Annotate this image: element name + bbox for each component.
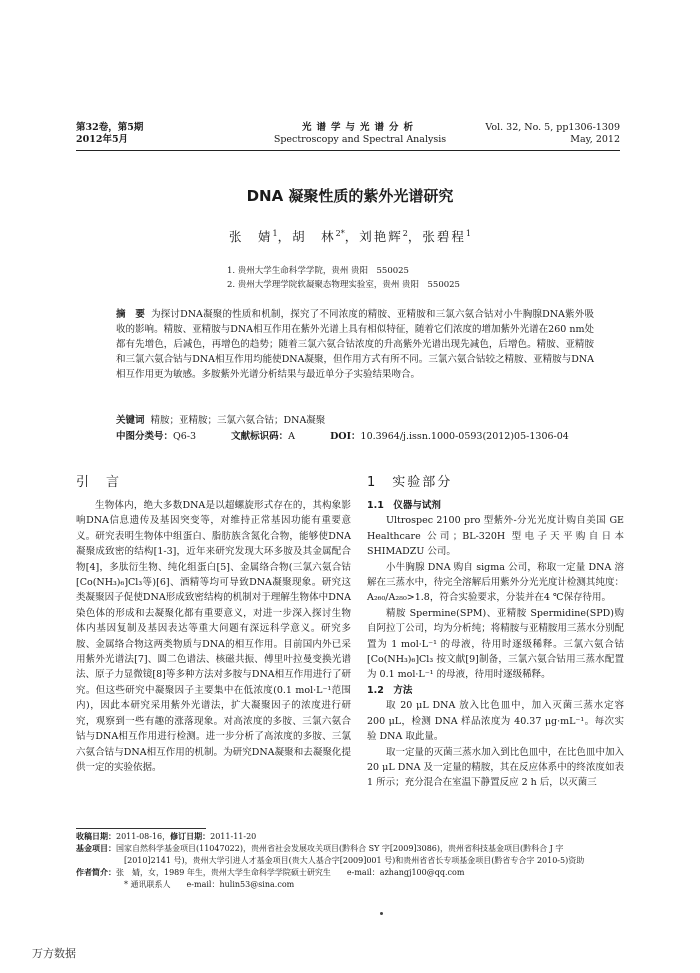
doi-label: DOI： <box>330 431 361 442</box>
abstract-text: 为探讨DNA凝聚的性质和机制，探究了不同浓度的精胺、亚精胺和三氯六氨合钴对小牛胸腺DNA紫外吸收的影响。精胺、亚精胺与DNA相互作用在紫外光谱上具有相似特征，随着它们浓度的增加紫外光谱在260 nm处都有先增色，后减色，再增色的趋势；随着三氯六氨合钴浓度的升高紫外光谱出现先减色，后增色。精胺、亚精胺和三氯六氨合钴与DNA相互作用均能使DNA凝聚，但作用方式有所不同。三氯六氨合钴较之精胺、亚精胺与DNA相互作用更为敏感。多胺紫外光谱分析结果与最近单分子实验结果吻合。 <box>116 309 594 380</box>
author-list: 张 婧$^1$，胡 林$^{2*}$，刘艳辉$^2$，张碧程$^1$ <box>229 228 471 244</box>
paragraph: 取 20 μL DNA 放入比色皿中，加入灭菌三蒸水定容 200 μL，检测 DNA 样品浓度为 40.37 μg·mL⁻¹。每次实验 DNA 取此量。 <box>367 700 624 743</box>
affiliation: 1. 贵州大学生命科学学院，贵州 贵阳 550025 <box>227 266 409 276</box>
paragraph: 生物体内，绝大多数DNA是以超螺旋形式存在的，其构象影响DNA信息遗传及基因突变等，对维持正常基因功能有重要意义。研究表明生物体中组蛋白、脂肪族含氮化合物，能够使DNA凝聚成致密的结构[1-3]，近年来研究发现大环多胺及其金属配合物[4]，多肽衍生物、纯化组蛋白[5]、金属络合物(三氯六氨合钴[Co(NH₃)₆]Cl₃等)[6]、酒精等均可导致DNA凝聚现象。研究这类凝聚因子促使DNA形成致密结构的机制对于理解生物体中DNA染色体的形成和去凝聚化都有重要意义，对进一步深入探讨生物体内基因复制及基因表达等重大问题有深远科学意义。研究多胺、金属络合物这两类物质与DNA的相互作用。目前国内外已采用紫外光谱法[7]、圆二色谱法、核磁共振、傅里叶拉曼变换光谱法、原子力显微镜[8]等多种方法对多胺与DNA相互作用进行了研究。但这些研究中凝聚因子主要集中在低浓度(0.1 mol·L⁻¹范围内)，因此本研究采用紫外光谱法，扩大凝聚因子的浓度进行研究，观察到一些有趣的涨落现象。对高浓度的多胺、三氯六氨合钴与DNA相互作用进行检测。进一步分析了高浓度的多胺、三氯六氨合钴与DNA相互作用的机制。为研究DNA凝聚和去凝聚化提供一定的实验依据。 <box>76 500 351 773</box>
author: 胡 林$^{2*}$ <box>292 228 345 244</box>
author: 刘艳辉$^2$ <box>359 228 408 244</box>
author-bio: 作者简介：张 婧，女，1989 年生，贵州大学生命科学学院硕士研究生 e-mail：azhangj100@qq.com <box>76 868 465 877</box>
journal-volume-issue <box>76 122 143 146</box>
intro-body <box>76 498 351 775</box>
paragraph: 精胺 Spermine(SPM)、亚精胺 Spermidine(SPD)购自阿拉丁公司，均为分析纯；将精胺与亚精胺用三蒸水分别配置为 1 mol·L⁻¹ 的母液，待用时逐级稀释。三氯六氨合钴[Co(NH₃)₆]Cl₃ 按文献[9]制备，三氯六氨合钴用三蒸水配置为 0.1 mol·L⁻¹ 的母液，待用时逐级稀释。 <box>367 607 624 681</box>
volume-line: 第32卷，第5期 <box>76 122 144 133</box>
doc-label: 文献标识码： <box>231 431 289 442</box>
section-heading-intro: 引 言 <box>76 475 122 490</box>
journal-pages <box>485 122 620 146</box>
corresponding-author: * 通讯联系人 e-mail：hulin53@sina.com <box>124 880 295 889</box>
cls-value: Q6-3 <box>173 431 197 442</box>
classification-line <box>116 430 601 443</box>
journal-name-cn: 光谱学与光谱分析 <box>301 122 418 133</box>
abstract-label: 摘 要 <box>116 309 146 320</box>
keywords-text: 精胺；亚精胺；三氯六氨合钴；DNA凝聚 <box>150 415 326 426</box>
author: 张 婧$^1$ <box>229 228 278 244</box>
keywords-label: 关键词 <box>116 415 145 426</box>
watermark: 万方数据 <box>32 947 76 960</box>
journal-name <box>255 122 465 146</box>
section-heading-experiment: 1 实验部分 <box>367 475 453 490</box>
footnotes <box>76 831 636 891</box>
experiment-body <box>367 498 624 791</box>
subsection-heading: 1.1 仪器与试剂 <box>367 500 441 511</box>
subsection-heading: 1.2 方法 <box>367 684 413 696</box>
fund-line: 基金项目：国家自然科学基金项目(11047022)，贵州省社会发展攻关项目(黔科合 SY 字[2009]3086)，贵州省科技基金项目(黔科合 J 字 <box>76 844 564 853</box>
keywords <box>116 414 325 427</box>
journal-name-en: Spectroscopy and Spectral Analysis <box>273 134 447 145</box>
received-dates: 收稿日期：2011-08-16，修订日期：2011-11-20 <box>76 832 257 841</box>
affiliation: 2. 贵州大学理学院软凝聚态物理实验室，贵州 贵阳 550025 <box>227 280 460 290</box>
date-line: 2012年5月 <box>76 134 129 145</box>
header-rule <box>76 150 620 151</box>
cls-label: 中图分类号： <box>116 431 174 442</box>
doc-value: A <box>288 431 296 442</box>
paper-title: DNA 凝聚性质的紫外光谱研究 <box>246 187 454 205</box>
fund-line-continued: [2010]2141 号)，贵州大学引进人才基金项目(贵大人基合字[2009]001 号)和贵州省省长专项基金项目(黔省专合字 2010-5)资助 <box>124 856 585 865</box>
doi-value: 10.3964/j.issn.1000-0593(2012)05-1306-04 <box>360 431 569 442</box>
author: 张碧程$^1$ <box>422 228 471 244</box>
vol-pages-line: Vol. 32, No. 5, pp1306-1309 <box>485 122 620 133</box>
month-line: May, 2012 <box>570 134 620 145</box>
paragraph: Ultrospec 2100 pro 型紫外-分光光度计购自美国 GE Healthcare 公司；BL-320H 型电子天平购自日本 SHIMADZU 公司。 <box>367 515 624 558</box>
page-dot <box>380 912 383 915</box>
footnote-rule <box>76 828 206 829</box>
paragraph: 小牛胸腺 DNA 购自 sigma 公司，称取一定量 DNA 溶解在三蒸水中，待完全溶解后用紫外分光光度计检测其纯度：A₂₆₀/A₂₈₀>1.8，符合实验要求，分装并在4 ℃保存待用。 <box>367 561 624 604</box>
paragraph: 取一定量的灭菌三蒸水加入到比色皿中，在比色皿中加入 20 μL DNA 及一定量的精胺，其在反应体系中的终浓度如表 1 所示；充分混合在室温下静置反应 2 h 后，以灭菌三 <box>367 746 624 789</box>
abstract <box>116 307 594 382</box>
